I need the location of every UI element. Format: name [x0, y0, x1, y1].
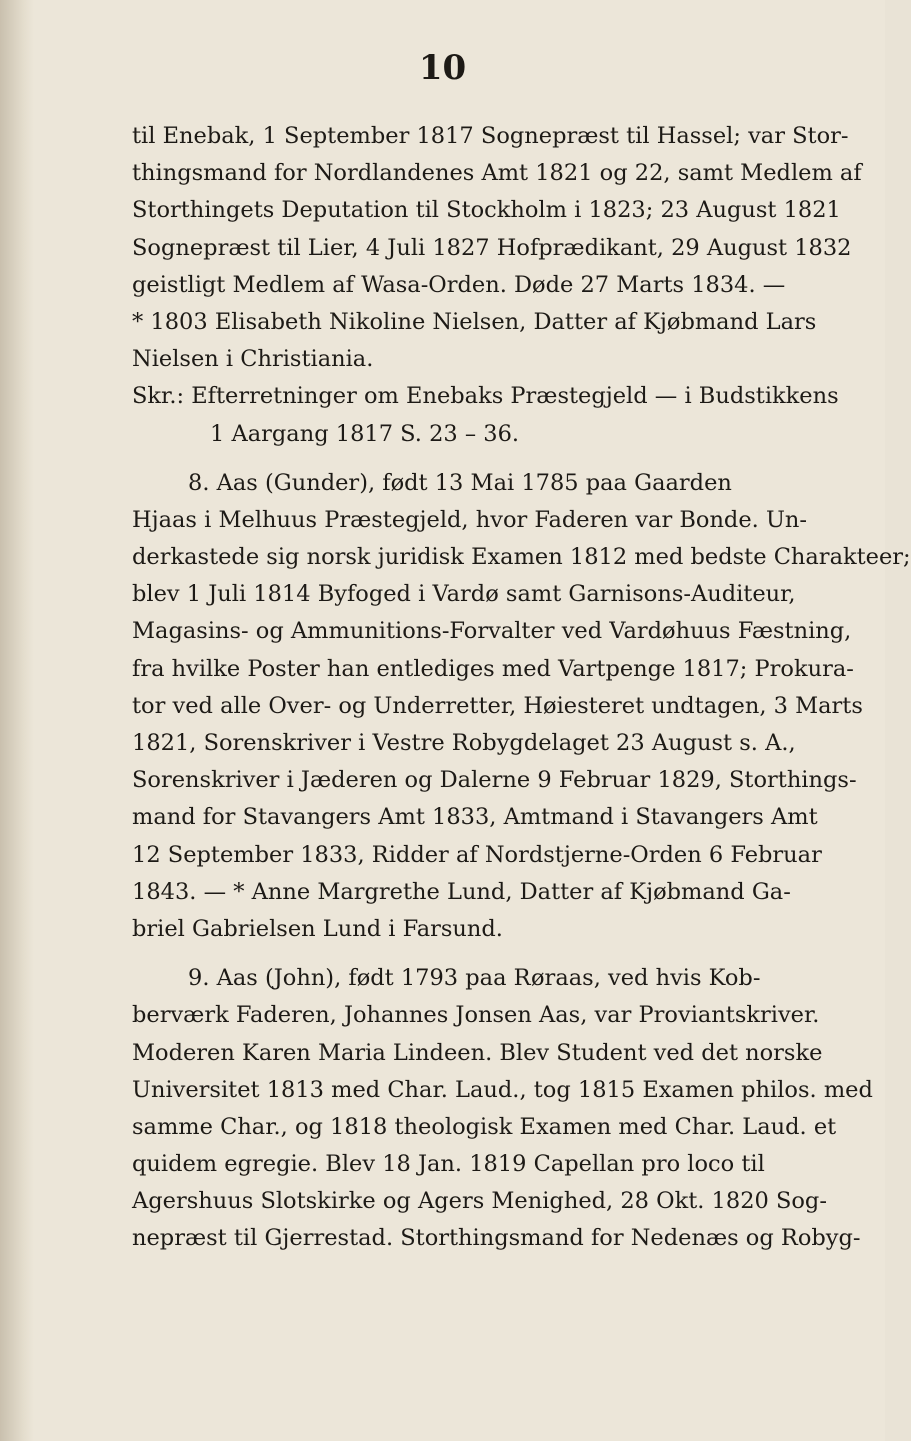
spacer [132, 453, 832, 465]
page-number: 10 [418, 48, 467, 88]
entry-9 [132, 960, 873, 1258]
text-line: Sognepræst til Lier, 4 Juli 1827 Hofprædikant, 29 August 1832 [132, 234, 852, 261]
entry-heading-line: 8. Aas (Gunder), født 13 Mai 1785 paa Gaarden [188, 469, 732, 496]
text-line: til Enebak, 1 September 1817 Sognepræst til Hassel; var Stor- [132, 123, 849, 149]
entry-heading-line: 9. Aas (John), født 1793 paa Røraas, ved hvis Kob- [188, 965, 761, 992]
text-line: Agershuus Slotskirke og Agers Menighed, 28 Okt. 1820 Sog- [132, 1188, 827, 1215]
text-line: 1821, Sorenskriver i Vestre Robygdelaget 23 August s. A., [132, 730, 796, 756]
text-line: quidem egregie. Blev 18 Jan. 1819 Capellan pro loco til [132, 1151, 765, 1178]
text-line: Universitet 1813 med Char. Laud., tog 1815 Examen philos. med [132, 1076, 873, 1103]
text-line: Sorenskriver i Jæderen og Dalerne 9 Februar 1829, Storthings- [132, 767, 857, 794]
text-line: samme Char., og 1818 theologisk Examen med Char. Laud. et [132, 1113, 837, 1140]
sources-note [132, 378, 839, 452]
entry-8 [132, 465, 911, 948]
text-line: 1 Aargang 1817 S. 23 – 36. [210, 420, 520, 447]
text-line: Storthingets Deputation til Stockholm i 1823; 23 August 1821 [132, 197, 841, 224]
spacer [132, 948, 832, 960]
text-line: geistligt Medlem af Wasa-Orden. Døde 27 Marts 1834. — [132, 271, 786, 298]
text-line: derkastede sig norsk juridisk Examen 1812 med bedste Charakteer; [132, 544, 911, 571]
text-line: fra hvilke Poster han entlediges med Vartpenge 1817; Prokura- [132, 655, 854, 682]
text-line: Skr.: Efterretninger om Enebaks Præstegjeld — i Budstikkens [132, 383, 839, 410]
text-line: blev 1 Juli 1814 Byfoged i Vardø samt Garnisons-Auditeur, [132, 581, 796, 608]
text-line: 12 September 1833, Ridder af Nordstjerne-Orden 6 Februar [132, 841, 822, 868]
text-line: Hjaas i Melhuus Præstegjeld, hvor Faderen var Bonde. Un- [132, 506, 808, 533]
entry-continuation [132, 118, 862, 378]
body-text [132, 118, 911, 1258]
text-line: 1843. — * Anne Margrethe Lund, Datter af Kjøbmand Ga- [132, 878, 791, 905]
text-line: Moderen Karen Maria Lindeen. Blev Student ved det norske [132, 1039, 823, 1066]
text-line: Nielsen i Christiania. [132, 346, 374, 373]
text-line: mand for Stavangers Amt 1833, Amtmand i Stavangers Amt [132, 804, 818, 831]
text-line: Magasins- og Ammunitions-Forvalter ved Vardøhuus Fæstning, [132, 618, 852, 645]
text-line: nepræst til Gjerrestad. Storthingsmand for Nedenæs og Robyg- [132, 1225, 861, 1252]
text-line: briel Gabrielsen Lund i Farsund. [132, 915, 503, 942]
page-binding-shadow [0, 0, 34, 1441]
text-line: * 1803 Elisabeth Nikoline Nielsen, Datter af Kjøbmand Lars [132, 308, 817, 335]
text-line: berværk Faderen, Johannes Jonsen Aas, var Proviantskriver. [132, 1002, 820, 1029]
text-line: tor ved alle Over- og Underretter, Høiesteret undtagen, 3 Marts [132, 692, 863, 719]
text-line: thingsmand for Nordlandenes Amt 1821 og 22, samt Medlem af [132, 160, 862, 187]
